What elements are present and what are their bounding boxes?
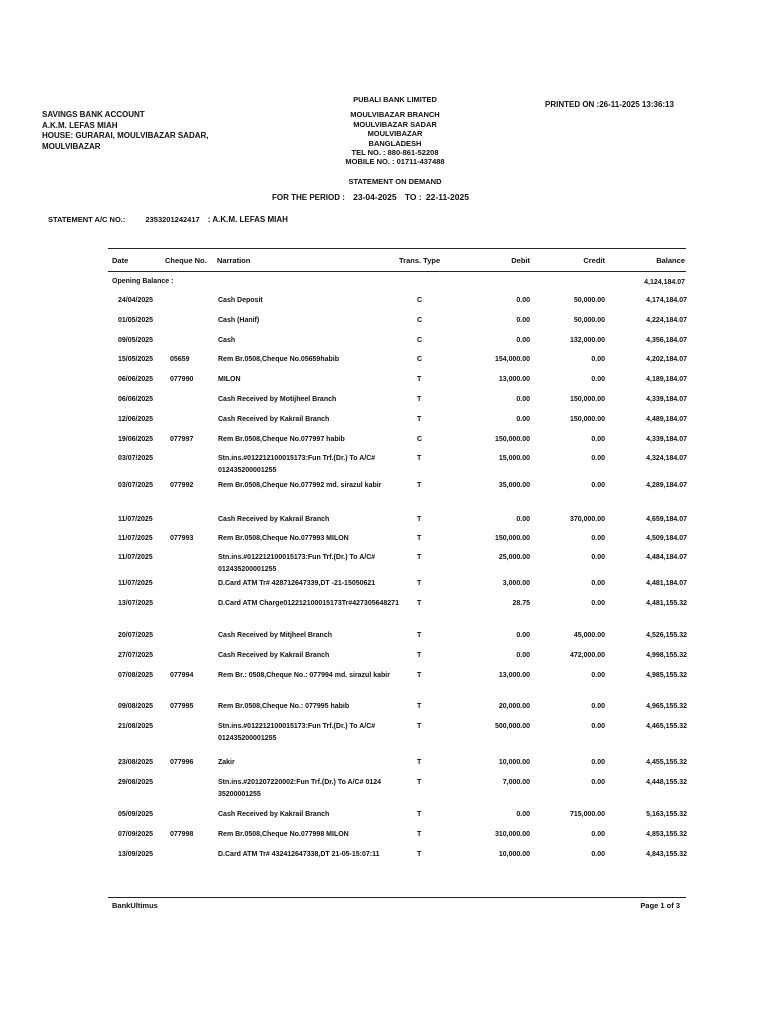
col-header-cheque: Cheque No. bbox=[165, 256, 207, 265]
cell-credit: 0.00 bbox=[591, 600, 605, 607]
statement-ac-label: STATEMENT A/C NO.: bbox=[48, 215, 126, 224]
col-header-type: Trans. Type bbox=[399, 256, 441, 265]
cell-debit: 0.00 bbox=[516, 416, 530, 423]
cell-narration: Cash Received by Kakrail Branch bbox=[218, 652, 330, 659]
cell-balance: 4,224,184.07 bbox=[646, 317, 687, 324]
cell-debit: 0.00 bbox=[516, 317, 530, 324]
cell-balance: 4,455,155.32 bbox=[646, 759, 687, 766]
cell-debit: 10,000.00 bbox=[498, 759, 530, 766]
footer-page: Page 1 of 3 bbox=[640, 901, 680, 910]
cell-cheque: 077995 bbox=[170, 703, 194, 710]
address-line-2: MOULVIBAZAR bbox=[42, 141, 101, 151]
cell-narration: Rem Br.0508,Cheque No.077998 MILON bbox=[218, 831, 349, 838]
cell-balance: 4,465,155.32 bbox=[646, 723, 687, 730]
cell-narration: Cash Received by Motijheel Branch bbox=[218, 396, 337, 403]
period-label: FOR THE PERIOD : bbox=[272, 193, 345, 202]
cell-balance: 4,189,184.07 bbox=[646, 376, 687, 383]
cell-credit: 0.00 bbox=[591, 455, 605, 462]
cell-debit: 25,000.00 bbox=[498, 554, 530, 561]
cell-balance: 4,339,184.07 bbox=[646, 396, 687, 403]
cell-debit: 20,000.00 bbox=[498, 703, 530, 710]
cell-balance: 4,853,155.32 bbox=[646, 831, 687, 838]
bank-city: MOULVIBAZAR bbox=[367, 129, 423, 139]
cell-debit: 15,000.00 bbox=[498, 455, 530, 462]
cell-debit: 310,000.00 bbox=[494, 831, 530, 838]
cell-debit: 500,000.00 bbox=[494, 723, 530, 730]
cell-type: T bbox=[417, 535, 422, 542]
cell-credit: 0.00 bbox=[591, 535, 605, 542]
cell-debit: 0.00 bbox=[516, 652, 530, 659]
cell-cheque: 077998 bbox=[170, 831, 194, 838]
cell-balance: 4,526,155.32 bbox=[646, 632, 687, 639]
cell-credit: 0.00 bbox=[591, 759, 605, 766]
cell-date: 03/07/2025 bbox=[118, 455, 154, 462]
cell-date: 06/06/2025 bbox=[118, 376, 154, 383]
cell-debit: 10,000.00 bbox=[498, 851, 530, 858]
cell-credit: 0.00 bbox=[591, 851, 605, 858]
cell-debit: 0.00 bbox=[516, 396, 530, 403]
cell-debit: 150,000.00 bbox=[494, 436, 530, 443]
cell-narration: Cash bbox=[218, 337, 236, 344]
cell-date: 20/07/2025 bbox=[118, 632, 154, 639]
cell-credit: 0.00 bbox=[591, 779, 605, 786]
cell-credit: 715,000.00 bbox=[569, 811, 605, 818]
cell-balance: 4,356,184.07 bbox=[646, 337, 687, 344]
cell-narration: Rem Br.0508,Cheque No.05659habib bbox=[218, 356, 339, 363]
bank-branch: MOULVIBAZAR BRANCH bbox=[350, 110, 440, 120]
cell-date: 09/08/2025 bbox=[118, 703, 154, 710]
cell-debit: 3,000.00 bbox=[502, 580, 530, 587]
cell-narration: Cash Deposit bbox=[218, 297, 263, 304]
cell-type: T bbox=[417, 482, 422, 489]
header-bottom-rule bbox=[108, 271, 686, 272]
cell-date: 27/07/2025 bbox=[118, 652, 154, 659]
opening-balance-value: 4,124,184.07 bbox=[644, 279, 685, 286]
cell-credit: 370,000.00 bbox=[569, 516, 605, 523]
cell-date: 07/09/2025 bbox=[118, 831, 154, 838]
cell-debit: 0.00 bbox=[516, 632, 530, 639]
cell-type: T bbox=[417, 632, 422, 639]
cell-type: T bbox=[417, 416, 422, 423]
cell-date: 11/07/2025 bbox=[118, 580, 153, 587]
col-header-narration: Narration bbox=[217, 256, 251, 265]
cell-debit: 7,000.00 bbox=[502, 779, 530, 786]
cell-type: T bbox=[417, 723, 422, 730]
cell-date: 11/07/2025 bbox=[118, 554, 153, 561]
cell-balance: 4,324,184.07 bbox=[646, 455, 687, 462]
cell-date: 13/09/2025 bbox=[118, 851, 154, 858]
cell-credit: 132,000.00 bbox=[569, 337, 605, 344]
cell-debit: 0.00 bbox=[516, 337, 530, 344]
cell-debit: 150,000.00 bbox=[494, 535, 530, 542]
cell-narration: Rem Br.: 0508,Cheque No.: 077994 md. sirazul kabir bbox=[218, 672, 390, 679]
cell-debit: 0.00 bbox=[516, 516, 530, 523]
cell-type: T bbox=[417, 652, 422, 659]
cell-narration: Cash (Hanif) bbox=[218, 317, 260, 324]
cell-date: 15/05/2025 bbox=[118, 356, 154, 363]
cell-narration: Cash Received by Mitjheel Branch bbox=[218, 632, 332, 639]
period-to: 22-11-2025 bbox=[425, 192, 469, 202]
cell-date: 11/07/2025 bbox=[118, 516, 153, 523]
cell-date: 01/05/2025 bbox=[118, 317, 154, 324]
statement-ac-number: 2353201242417 bbox=[145, 215, 200, 224]
cell-type: T bbox=[417, 554, 422, 561]
account-type: SAVINGS BANK ACCOUNT bbox=[42, 110, 145, 119]
cell-date: 24/04/2025 bbox=[118, 297, 154, 304]
cell-credit: 0.00 bbox=[591, 672, 605, 679]
cell-balance: 4,339,184.07 bbox=[646, 436, 687, 443]
cell-credit: 0.00 bbox=[591, 436, 605, 443]
cell-date: 09/05/2025 bbox=[118, 337, 154, 344]
cell-debit: 28.75 bbox=[512, 600, 530, 607]
cell-balance: 4,965,155.32 bbox=[646, 703, 687, 710]
cell-credit: 50,000.00 bbox=[573, 297, 605, 304]
cell-cheque: 05659 bbox=[170, 356, 190, 363]
cell-date: 21/08/2025 bbox=[118, 723, 154, 730]
cell-credit: 0.00 bbox=[591, 356, 605, 363]
cell-balance: 4,481,184.07 bbox=[646, 580, 687, 587]
cell-cheque: 077993 bbox=[170, 535, 194, 542]
cell-type: T bbox=[417, 376, 422, 383]
cell-type: T bbox=[417, 759, 422, 766]
table-top-rule bbox=[108, 248, 686, 249]
cell-narration: Rem Br.0508,Cheque No.: 077995 habib bbox=[218, 703, 350, 710]
cell-type: T bbox=[417, 831, 422, 838]
bank-area: MOULVIBAZAR SADAR bbox=[353, 119, 437, 129]
cell-narration: D.Card ATM Tr# 428712647339,DT -21-15050621 bbox=[218, 580, 376, 587]
cell-type: T bbox=[417, 516, 422, 523]
cell-narration: Rem Br.0508,Cheque No.077993 MILON bbox=[218, 535, 349, 542]
col-header-credit: Credit bbox=[583, 256, 605, 265]
cell-type: C bbox=[417, 317, 423, 324]
bank-mobile: MOBILE NO. : 01711-437488 bbox=[345, 157, 445, 167]
cell-balance: 4,843,155.32 bbox=[646, 851, 687, 858]
cell-balance: 4,202,184.07 bbox=[646, 356, 687, 363]
cell-debit: 0.00 bbox=[516, 811, 530, 818]
bank-tel: TEL NO. : 880-861-52208 bbox=[351, 148, 439, 158]
cell-date: 13/07/2025 bbox=[118, 600, 154, 607]
cell-credit: 0.00 bbox=[591, 703, 605, 710]
cell-credit: 0.00 bbox=[591, 723, 605, 730]
cell-credit: 50,000.00 bbox=[573, 317, 605, 324]
opening-balance-label: Opening Balance : bbox=[112, 278, 174, 285]
cell-narration: Rem Br.0508,Cheque No.077992 md. sirazul kabir bbox=[218, 482, 382, 489]
cell-date: 06/06/2025 bbox=[118, 396, 154, 403]
cell-type: T bbox=[417, 580, 422, 587]
cell-credit: 45,000.00 bbox=[573, 632, 605, 639]
cell-type: T bbox=[417, 396, 422, 403]
cell-credit: 0.00 bbox=[591, 376, 605, 383]
cell-narration: MILON bbox=[218, 376, 241, 383]
cell-type: T bbox=[417, 672, 422, 679]
bank-info bbox=[300, 95, 490, 167]
cell-balance: 4,985,155.32 bbox=[646, 672, 687, 679]
cell-debit: 35,000.00 bbox=[498, 482, 530, 489]
cell-cheque: 077996 bbox=[170, 759, 194, 766]
cell-narration: Stn.ins.#012212100015173:Fun Trf.(Dr.) To A/C# 012435200001255 bbox=[218, 455, 376, 475]
cell-type: T bbox=[417, 455, 422, 462]
cell-credit: 150,000.00 bbox=[569, 416, 605, 423]
cell-credit: 472,000.00 bbox=[569, 652, 605, 659]
statement-title: STATEMENT ON DEMAND bbox=[348, 177, 442, 186]
cell-balance: 4,659,184.07 bbox=[646, 516, 687, 523]
col-header-debit: Debit bbox=[511, 256, 530, 265]
cell-debit: 13,000.00 bbox=[498, 672, 530, 679]
bank-name: PUBALI BANK LIMITED bbox=[353, 95, 437, 104]
cell-date: 23/08/2025 bbox=[118, 759, 154, 766]
cell-credit: 0.00 bbox=[591, 831, 605, 838]
period-to-label: TO : bbox=[404, 192, 422, 202]
cell-balance: 4,484,184.07 bbox=[646, 554, 687, 561]
cell-cheque: 077992 bbox=[170, 482, 194, 489]
footer-rule bbox=[108, 897, 686, 898]
account-holder: A.K.M. LEFAS MIAH bbox=[42, 120, 118, 130]
cell-date: 29/08/2025 bbox=[118, 779, 154, 786]
col-header-balance: Balance bbox=[656, 256, 685, 265]
cell-type: T bbox=[417, 600, 422, 607]
address-line-1: HOUSE: GURARAI, MOULVIBAZAR SADAR, bbox=[42, 131, 209, 140]
cell-debit: 154,000.00 bbox=[494, 356, 530, 363]
statement-account bbox=[48, 215, 288, 224]
cell-debit: 13,000.00 bbox=[498, 376, 530, 383]
cell-date: 05/09/2025 bbox=[118, 811, 154, 818]
cell-credit: 0.00 bbox=[591, 554, 605, 561]
cell-type: T bbox=[417, 779, 422, 786]
cell-balance: 4,289,184.07 bbox=[646, 482, 687, 489]
cell-credit: 0.00 bbox=[591, 580, 605, 587]
bank-country: BANGLADESH bbox=[368, 138, 422, 148]
cell-narration: Cash Received by Kakrail Branch bbox=[218, 416, 330, 423]
cell-credit: 0.00 bbox=[591, 482, 605, 489]
cell-narration: Zakir bbox=[218, 759, 235, 766]
cell-date: 03/07/2025 bbox=[118, 482, 154, 489]
col-header-date: Date bbox=[112, 256, 129, 265]
cell-date: 19/06/2025 bbox=[118, 436, 154, 443]
account-info bbox=[42, 110, 209, 152]
cell-balance: 4,998,155.32 bbox=[646, 652, 687, 659]
cell-cheque: 077990 bbox=[170, 376, 194, 383]
cell-narration: Cash Received by Kakrail Branch bbox=[218, 811, 330, 818]
cell-type: C bbox=[417, 436, 423, 443]
cell-type: T bbox=[417, 703, 422, 710]
cell-type: C bbox=[417, 356, 423, 363]
cell-type: C bbox=[417, 337, 423, 344]
statement-period bbox=[272, 192, 469, 202]
cell-date: 12/06/2025 bbox=[118, 416, 154, 423]
cell-balance: 4,481,155.32 bbox=[646, 600, 687, 607]
cell-balance: 5,163,155.32 bbox=[646, 811, 687, 818]
footer-software: BankUltimus bbox=[112, 901, 158, 910]
printed-on: PRINTED ON :26-11-2025 13:36:13 bbox=[545, 100, 674, 109]
cell-cheque: 077994 bbox=[170, 672, 194, 679]
cell-type: T bbox=[417, 811, 422, 818]
cell-credit: 150,000.00 bbox=[569, 396, 605, 403]
cell-cheque: 077997 bbox=[170, 436, 194, 443]
cell-balance: 4,448,155.32 bbox=[646, 779, 687, 786]
cell-narration: Stn.ins.#012212100015173:Fun Trf.(Dr.) To A/C# 012435200001255 bbox=[218, 723, 376, 743]
cell-narration: Cash Received by Kakrail Branch bbox=[218, 516, 330, 523]
cell-narration: Stn.ins.#012212100015173:Fun Trf.(Dr.) To A/C# 012435200001255 bbox=[218, 554, 376, 574]
cell-balance: 4,489,184.07 bbox=[646, 416, 687, 423]
cell-date: 07/08/2025 bbox=[118, 672, 154, 679]
cell-type: T bbox=[417, 851, 422, 858]
cell-date: 11/07/2025 bbox=[118, 535, 153, 542]
cell-type: C bbox=[417, 297, 423, 304]
cell-narration: D.Card ATM Tr# 432412647338,DT 21-05-15:07:11 bbox=[218, 851, 380, 858]
cell-balance: 4,509,184.07 bbox=[646, 535, 687, 542]
period-from: 23-04-2025 bbox=[353, 192, 397, 202]
cell-debit: 0.00 bbox=[516, 297, 530, 304]
cell-narration: Stn.ins.#201207220002:Fun Trf.(Dr.) To A/C# 0124 35200001255 bbox=[218, 779, 382, 799]
cell-balance: 4,174,184.07 bbox=[646, 297, 687, 304]
cell-narration: Rem Br.0508,Cheque No.077997 habib bbox=[218, 436, 345, 443]
statement-ac-name: : A.K.M. LEFAS MIAH bbox=[207, 215, 288, 224]
cell-narration: D.Card ATM Charge012212100015173Tr#427305648271 bbox=[218, 600, 399, 607]
